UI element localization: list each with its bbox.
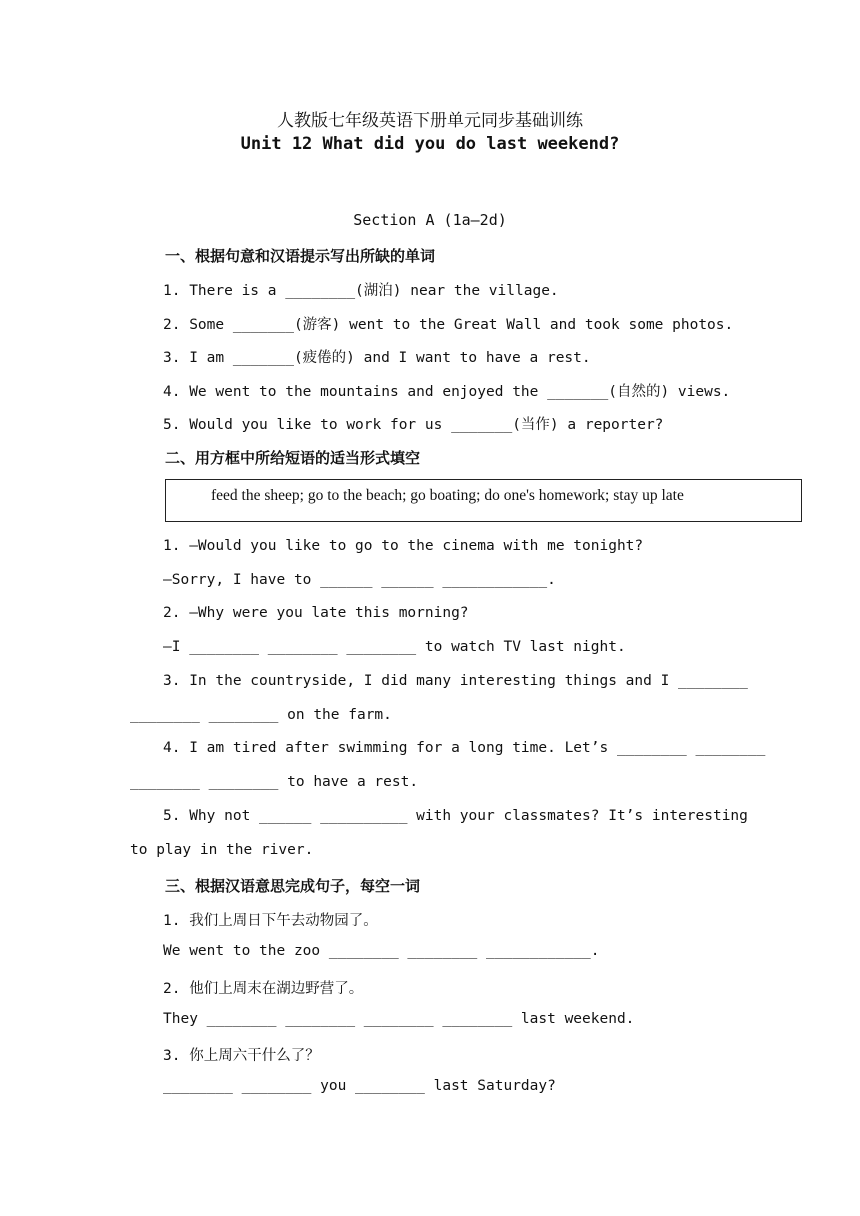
part2-line-4: —I ________ ________ ________ to watch TV last night.	[163, 639, 626, 655]
phrase-box	[165, 479, 802, 522]
part1-item-1: 1. There is a ________(湖泊) near the village.	[163, 283, 559, 299]
part3-heading: 三、根据汉语意思完成句子，每空一词	[165, 877, 421, 895]
part2-line-8: ________ ________ to have a rest.	[130, 774, 419, 790]
part2-line-10: to play in the river.	[130, 842, 314, 858]
part1-item-3: 3. I am _______(疲倦的) and I want to have a rest.	[163, 350, 591, 366]
section-label: Section A (1a—2d)	[353, 211, 507, 229]
part3-line-1: 1. 我们上周日下午去动物园了。	[163, 913, 378, 929]
part2-line-5: 3. In the countryside, I did many interesting things and I ________	[163, 673, 748, 689]
part2-line-2: —Sorry, I have to ______ ______ ____________.	[163, 572, 556, 588]
part2-line-6: ________ ________ on the farm.	[130, 707, 392, 723]
part3-line-4: They ________ ________ ________ ________ last weekend.	[163, 1011, 635, 1027]
part2-line-9: 5. Why not ______ __________ with your classmates? It’s interesting	[163, 808, 748, 824]
part1-item-5: 5. Would you like to work for us _______(当作) a reporter?	[163, 417, 664, 433]
part3-line-6: ________ ________ you ________ last Saturday?	[163, 1078, 556, 1094]
part2-line-3: 2. —Why were you late this morning?	[163, 605, 469, 621]
document-title-unit: Unit 12 What did you do last weekend?	[240, 134, 620, 154]
part1-item-4: 4. We went to the mountains and enjoyed the _______(自然的) views.	[163, 384, 731, 400]
phrase-box-text: feed the sheep; go to the beach; go boating; do one's homework; stay up late	[211, 487, 684, 504]
part3-line-2: We went to the zoo ________ ________ ____________.	[163, 943, 600, 959]
part2-line-7: 4. I am tired after swimming for a long time. Let’s ________ ________	[163, 740, 766, 756]
part1-item-2: 2. Some _______(游客) went to the Great Wall and took some photos.	[163, 317, 734, 333]
part2-heading: 二、用方框中所给短语的适当形式填空	[165, 449, 421, 467]
part3-line-5: 3. 你上周六干什么了？	[163, 1048, 320, 1064]
part2-line-1: 1. —Would you like to go to the cinema with me tonight?	[163, 538, 644, 554]
document-title-chinese: 人教版七年级英语下册单元同步基础训练	[277, 111, 583, 131]
part1-heading: 一、根据句意和汉语提示写出所缺的单词	[165, 247, 436, 265]
part3-line-3: 2. 他们上周末在湖边野营了。	[163, 981, 364, 997]
